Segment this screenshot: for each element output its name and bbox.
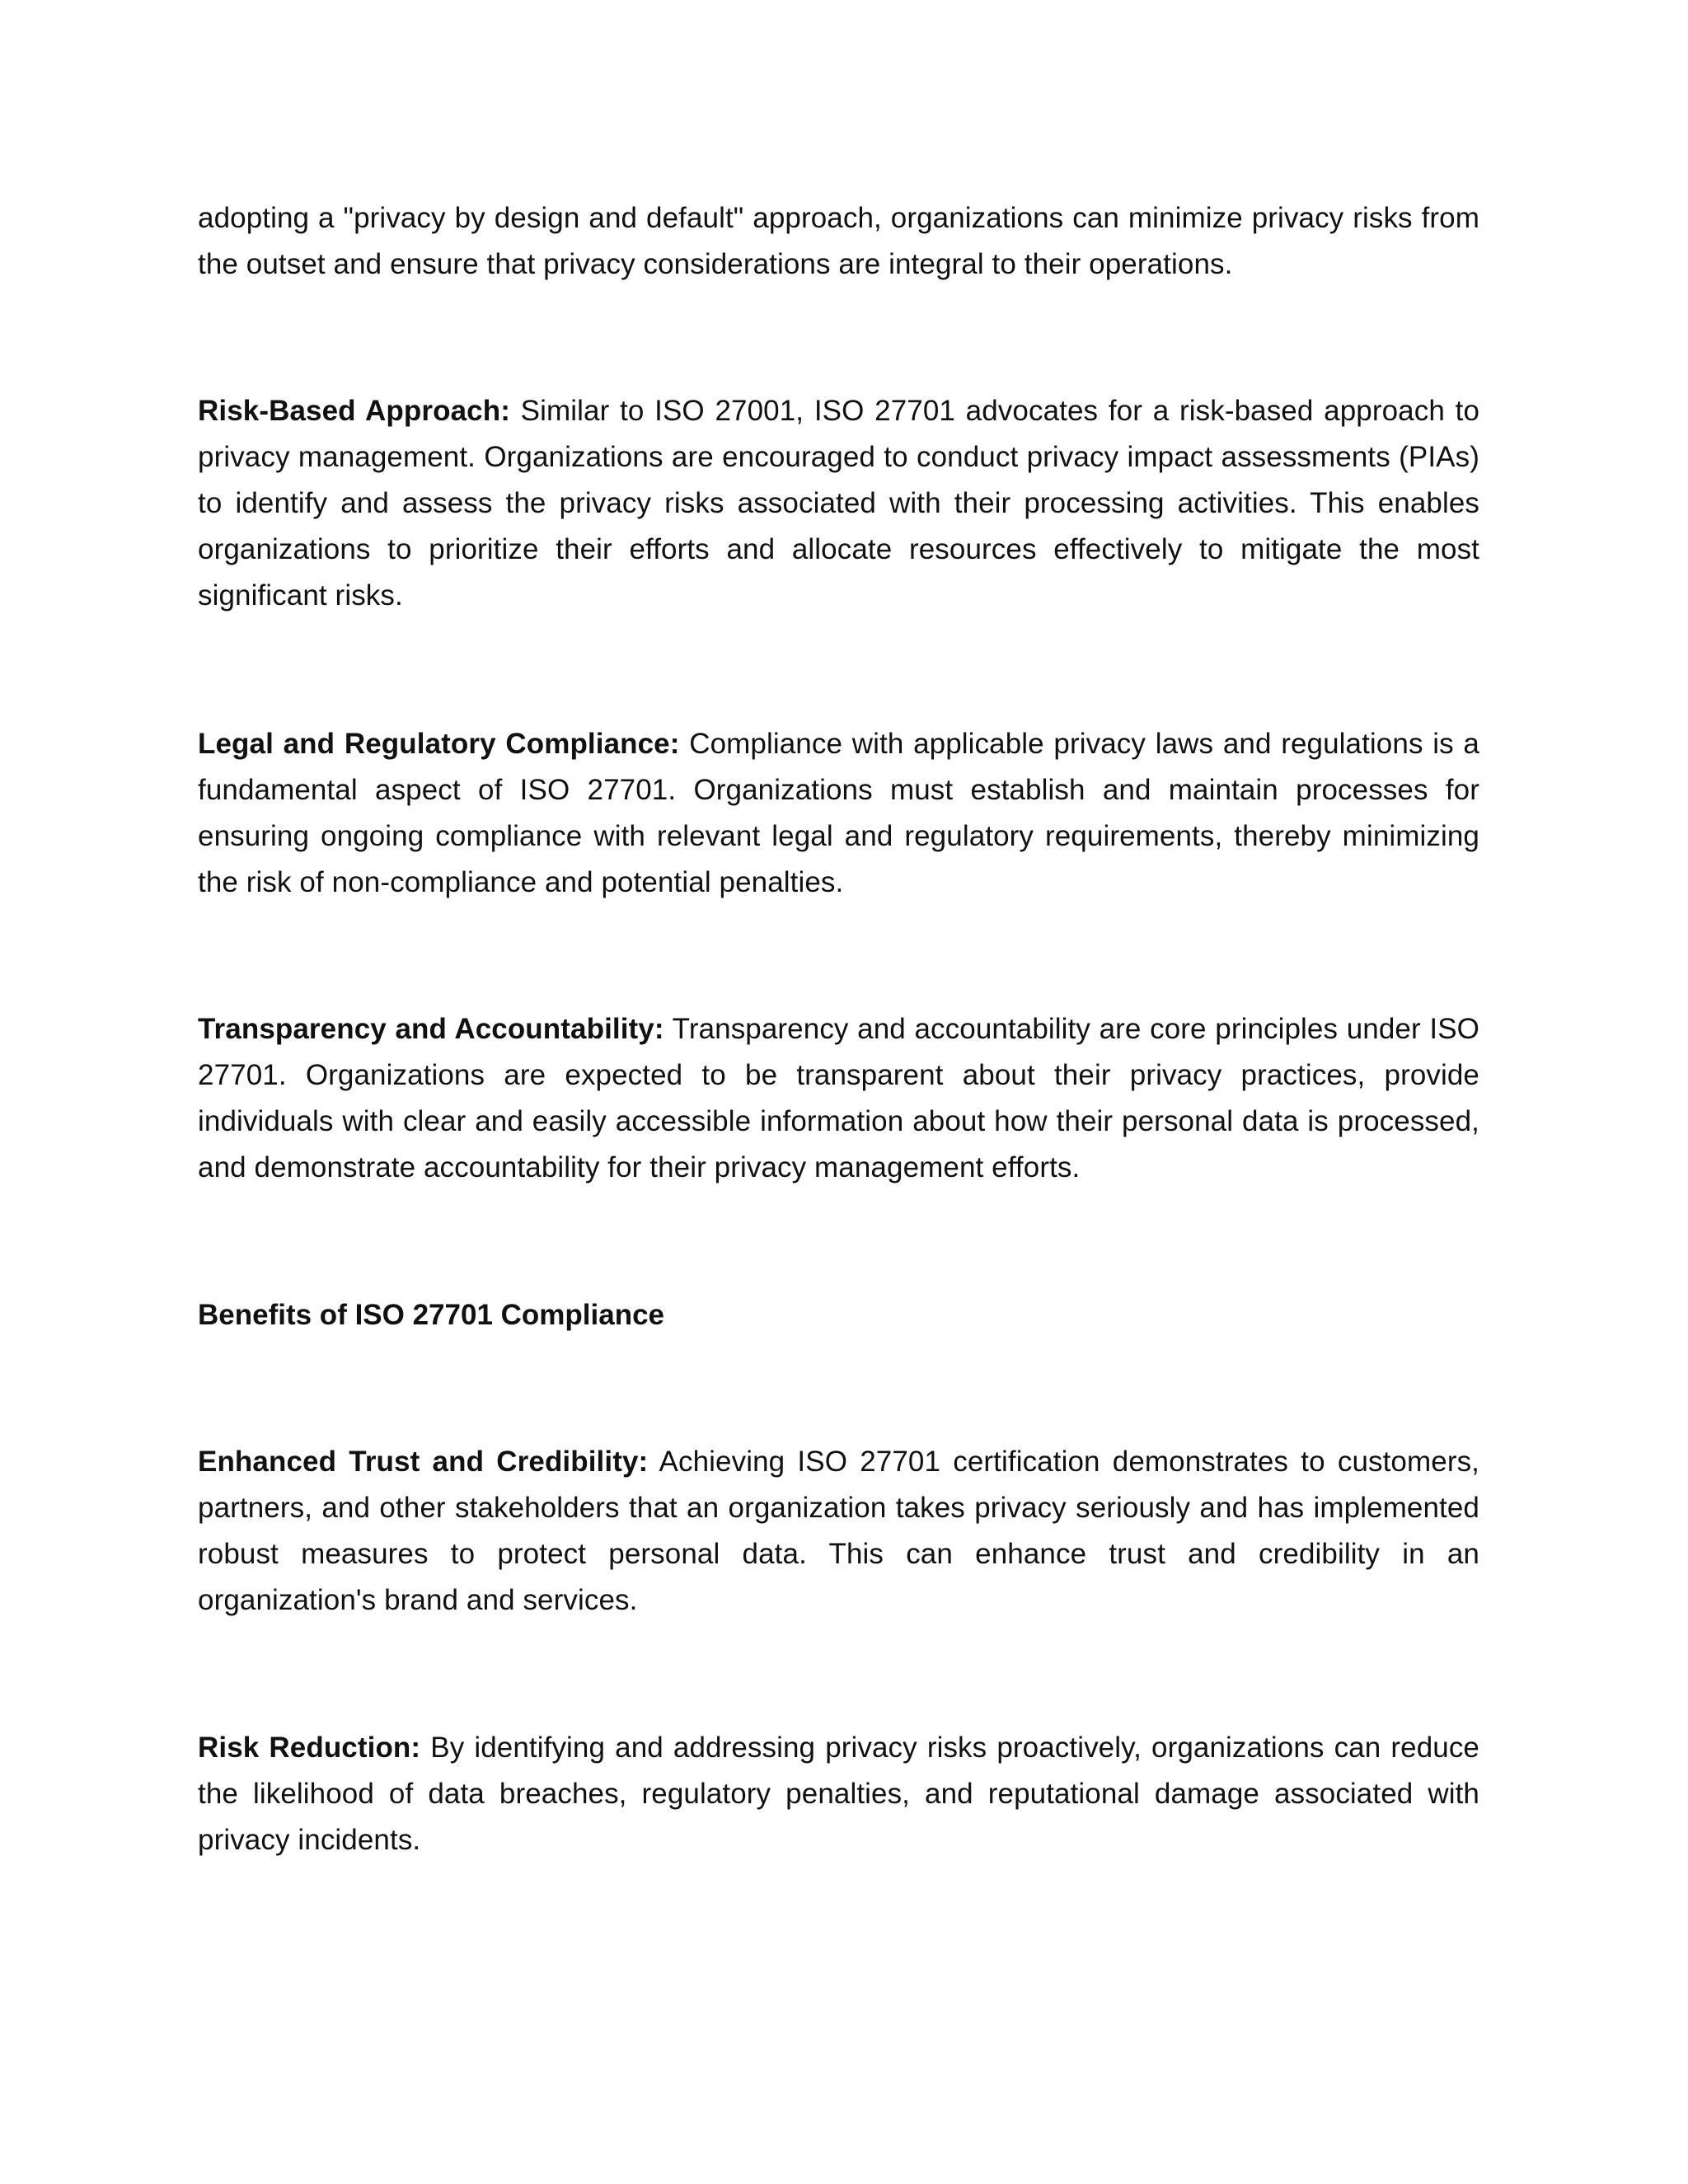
section-text: Similar to ISO 27001, ISO 27701 advocates for a risk-based approach to privacy management. Organizations are encouraged to conduct privacy impact assessments (PIAs) to identify and assess the privacy risks associated with their processing activities. This enables organizations to prioritize their efforts and allocate resources effectively to mitigate the most significant risks. [198,395,1480,612]
intro-paragraph: adopting a "privacy by design and default" approach, organizations can minimize privacy risks from the outset and ensure that privacy considerations are integral to their operations. [198,202,1479,280]
benefits-heading: Benefits of ISO 27701 Compliance [198,1299,665,1331]
section-paragraph-transparency [198,1006,1479,1191]
section-text: Transparency and accountability are core principles under ISO 27701. Organizations are expected to be transparent about their privacy practices, provide individuals with clear and easily accessible information about how their personal data is processed, and demonstrate accountability for their privacy management efforts. [198,1013,1479,1183]
section-term: Risk-Based Approach: [198,395,510,427]
benefit-term: Enhanced Trust and Credibility: [198,1446,649,1478]
section-term: Transparency and Accountability: [198,1013,664,1045]
benefit-term: Risk Reduction: [198,1732,421,1764]
section-term: Legal and Regulatory Compliance: [198,728,680,760]
benefit-text: By identifying and addressing privacy risks proactively, organizations can reduce the likelihood of data breaches, regulatory penalties, and reputational damage associated with privacy incidents. [198,1732,1479,1856]
benefit-text: Achieving ISO 27701 certification demonstrates to customers, partners, and other stakeholders that an organization takes privacy seriously and has implemented robust measures to protect personal data. This can enhance trust and credibility in an organization's brand and services. [198,1446,1479,1616]
section-paragraph-legal-compliance [198,721,1479,906]
benefit-paragraph-risk-reduction [198,1725,1479,1863]
benefit-paragraph-trust [198,1439,1479,1624]
section-paragraph-risk-based-approach [198,388,1479,619]
section-text: Compliance with applicable privacy laws and regulations is a fundamental aspect of ISO 27701. Organizations must establish and maintain processes for ensuring ongoing compliance with relevant legal and regulatory requirements, thereby minimizing the risk of non-compliance and potential penalties. [198,728,1479,898]
